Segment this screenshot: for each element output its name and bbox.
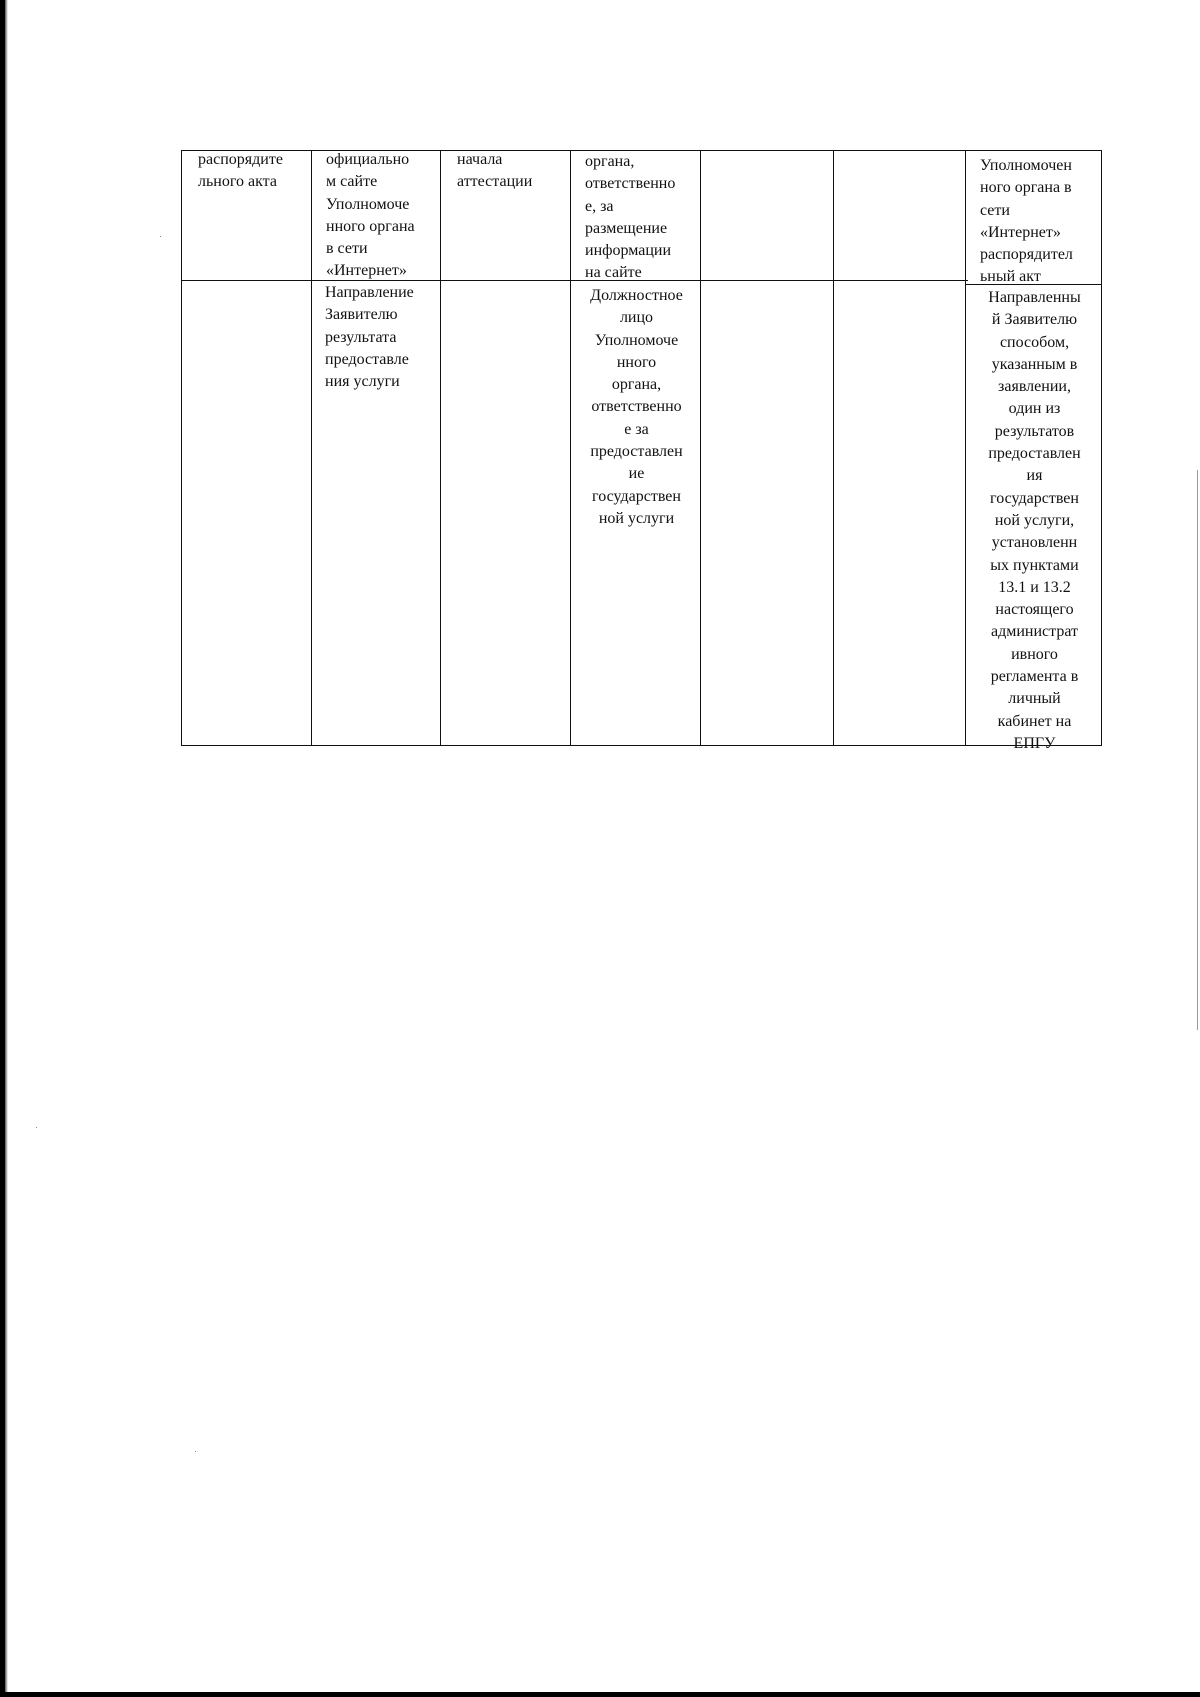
scan-line-right — [1197, 470, 1198, 1030]
column-divider — [440, 150, 441, 745]
table-cell: Уполномочен ного органа в сети «Интернет» распорядител ьный акт — [980, 157, 1073, 286]
scan-border-bottom — [0, 1692, 1200, 1697]
table-cell: распорядите льного акта — [198, 151, 283, 191]
table-cell: Направленны й Заявителю способом, указанным в заявлении, один из результатов предоставлен ия государствен ной услуги, установленн ых пунктами 13.1 и 13.2 настоящего администрат ивного регламента в личный кабинет на ЕПГУ — [988, 289, 1081, 752]
scan-speck — [195, 1451, 196, 1452]
table-cell: официально м сайте Уполномоче нного органа в сети «Интернет» — [326, 151, 415, 280]
scan-border-left-shadow — [5, 0, 8, 1697]
column-divider — [311, 150, 312, 745]
scan-speck — [160, 236, 161, 237]
row-divider — [181, 280, 968, 281]
scan-speck — [36, 1127, 37, 1128]
table-cell: Направление Заявителю результата предоставле ния услуги — [325, 284, 414, 391]
column-divider — [965, 150, 966, 745]
table-cell: начала аттестации — [457, 151, 533, 191]
table-cell: Должностное лицо Уполномоче нного органа, ответственно е за предоставлен ие государствен ной услуги — [590, 287, 683, 527]
column-divider — [833, 150, 834, 745]
table-cell: органа, ответственно е, за размещение информации на сайте — [585, 153, 676, 282]
